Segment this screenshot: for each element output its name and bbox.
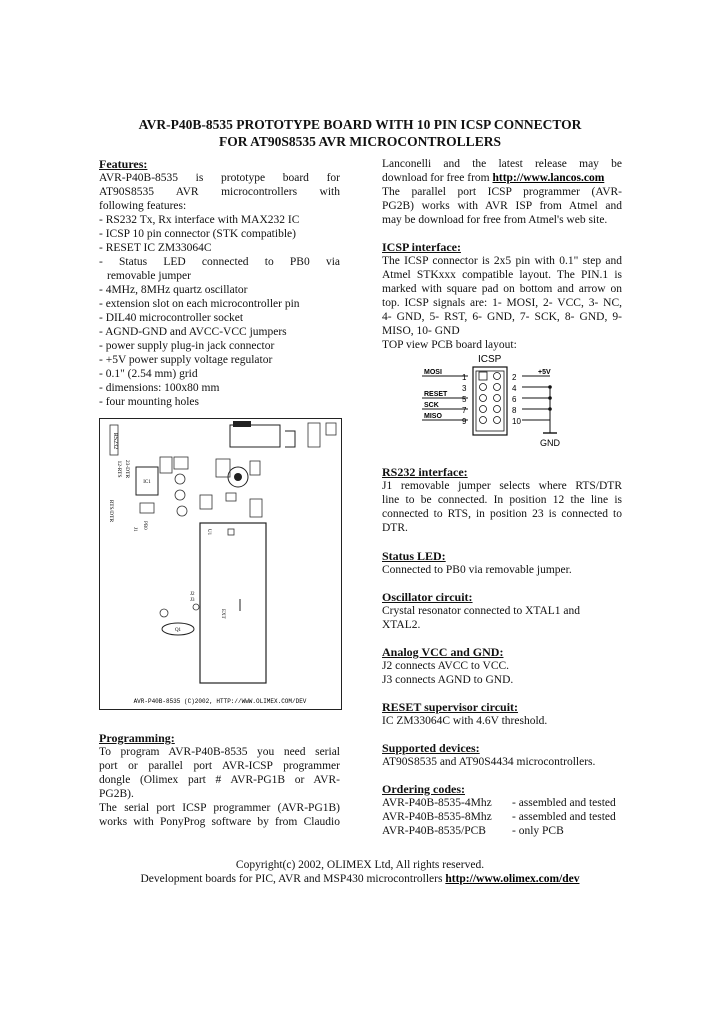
programming-line: The serial port ICSP programmer (AVR-PG1B) (99, 802, 340, 814)
reset-heading: RESET supervisor circuit: (382, 700, 519, 714)
features-list (99, 213, 340, 409)
pin-7: 7 (462, 406, 467, 415)
features-intro-2: AT90S8535 AVR microcontrollers with (99, 186, 340, 198)
feature-item: - Status LED connected to PB0 via (99, 256, 340, 268)
ordering-code: AVR-P40B-8535-8Mhz (382, 811, 492, 823)
reset-text: IC ZM33064C with 4.6V threshold. (382, 715, 548, 727)
pg2b-line-1: The parallel port ICSP programmer (AVR- (382, 186, 622, 198)
q1-label: Q1 (174, 628, 182, 633)
programming-section (99, 731, 340, 829)
rts-dtr-label: RTS/DTR (108, 499, 114, 523)
programming-line: PG2B). (99, 788, 134, 800)
jumper-23-label: 23-DTR (124, 459, 130, 479)
dil40-socket-shape (200, 523, 266, 683)
signal-miso: MISO (424, 413, 442, 420)
rs232-line: J1 removable jumper selects where RTS/DTR (382, 480, 622, 492)
icsp-diagram-title: ICSP (478, 354, 502, 365)
feature-item: - four mounting holes (99, 396, 199, 408)
signal-reset: RESET (424, 391, 448, 398)
jumper-12-label: 12-RTS (116, 460, 122, 478)
olimex-dev-link[interactable]: http://www.olimex.com/dev (445, 873, 580, 885)
pcb-layout-drawing (99, 418, 342, 710)
ic1-label: IC1 (143, 480, 151, 485)
feature-item: - ICSP 10 pin connector (STK compatible) (99, 228, 296, 240)
feature-item: - RESET IC ZM33064C (99, 242, 212, 254)
pb0-label: PB0 (142, 521, 147, 530)
features-section (99, 157, 340, 409)
ordering-row (382, 810, 622, 824)
icsp-line: top. ICSP signals are: 1- MOSI, 2- VCC, 3- NC, (382, 297, 622, 309)
feature-item: - 0.1" (2.54 mm) grid (99, 368, 198, 380)
lancos-line-2: download for free from http://www.lancos.com (382, 172, 605, 184)
status-led-heading: Status LED: (382, 549, 446, 563)
u1-label: U1 (206, 529, 211, 536)
rs232-line: DTR. (382, 522, 408, 534)
supported-text: AT90S8535 and AT90S4434 microcontrollers. (382, 756, 596, 768)
feature-item: - power supply plug-in jack connector (99, 340, 275, 352)
right-column (382, 157, 622, 352)
status-led-text: Connected to PB0 via removable jumper. (382, 564, 572, 576)
pin-2: 2 (512, 373, 517, 382)
ordering-desc: - assembled and tested (512, 811, 616, 823)
lancos-line-1: Lanconelli and the latest release may be (382, 158, 622, 170)
signal-sck: SCK (424, 402, 439, 409)
feature-item: - dimensions: 100x80 mm (99, 382, 220, 394)
pcb-footer-label: AVR-P40B-8535 (C)2002, HTTP://WWW.OLIMEX.COM/DEV (133, 698, 307, 705)
page-footer (0, 858, 720, 886)
features-intro-1: AVR-P40B-8535 is prototype board for (99, 172, 340, 184)
pin-10: 10 (512, 417, 521, 426)
feature-item: - DIL40 microcontroller socket (99, 312, 244, 324)
rs232-heading: RS232 interface: (382, 465, 468, 479)
j1-label: J1 (132, 527, 137, 532)
copyright-text: Copyright(c) 2002, OLIMEX Ltd, All rights reserved. (235, 859, 485, 871)
pg2b-line-3: may be download for free from Atmel's web site. (382, 214, 608, 226)
ordering-code: AVR-P40B-8535/PCB (382, 825, 486, 837)
ordering-desc: - assembled and tested (512, 797, 616, 809)
icsp-layout-caption: TOP view PCB board layout: (382, 339, 517, 351)
pin-5: 5 (462, 395, 467, 404)
title-line-2: FOR AT90S8535 AVR MICROCONTROLLERS (219, 134, 501, 149)
icsp-line: Atmel STKxxx compatible layout. The PIN.1 is (382, 269, 622, 281)
pin-8: 8 (512, 406, 517, 415)
right-column-lower (382, 465, 622, 838)
analog-line-2: J3 connects AGND to GND. (382, 674, 514, 686)
feature-item: removable jumper (107, 270, 191, 282)
icsp-row-3 (422, 391, 550, 404)
icsp-row-2 (462, 384, 550, 394)
feature-item: - extension slot on each microcontroller pin (99, 298, 300, 310)
ordering-heading: Ordering codes: (382, 782, 465, 796)
ordering-code: AVR-P40B-8535-4Mhz (382, 797, 492, 809)
pin-3: 3 (462, 384, 467, 393)
pin-1: 1 (462, 373, 467, 382)
feature-item: - RS232 Tx, Rx interface with MAX232 IC (99, 214, 300, 226)
j3-label: J3 (190, 598, 195, 603)
icsp-connector-diagram (418, 351, 578, 451)
lancos-link[interactable]: http://www.lancos.com (492, 172, 605, 184)
features-intro-3: following features: (99, 200, 187, 212)
ordering-desc: - only PCB (512, 825, 564, 837)
document-title (0, 116, 720, 150)
j2-label: J2 (190, 592, 195, 597)
programming-line: port or parallel port AVR-ICSP programmer (99, 760, 340, 772)
programming-line: dongle (Olimex part # AVR-PG1B or AVR- (99, 774, 340, 786)
pcb-layout-svg (100, 419, 341, 709)
features-heading: Features: (99, 157, 148, 171)
icsp-line: MISO, 10- GND (382, 325, 460, 337)
gnd-label: GND (540, 438, 560, 448)
oscillator-line-1: Crystal resonator connected to XTAL1 and (382, 605, 581, 617)
vcc-label: +5V (538, 369, 551, 376)
pin-4: 4 (512, 384, 517, 393)
icsp-diagram-svg (418, 351, 578, 451)
regulator-shape (285, 431, 295, 447)
supported-heading: Supported devices: (382, 741, 480, 755)
ordering-row (382, 824, 622, 838)
pin-6: 6 (512, 395, 517, 404)
ordering-row (382, 796, 622, 810)
oscillator-heading: Oscillator circuit: (382, 590, 473, 604)
rs232-line: line to be connected. In position 12 the line is (382, 494, 622, 506)
feature-item: - 4MHz, 8MHz quartz oscillator (99, 284, 248, 296)
programming-line: works with PonyProg software by from Claudio (99, 816, 340, 828)
icsp-line: The ICSP connector is 2x5 pin with 0.1" step and (382, 255, 622, 267)
rs232-line: connected to RTS, in position 23 is connected to (382, 508, 622, 520)
title-line-1: AVR-P40B-8535 PROTOTYPE BOARD WITH 10 PIN ICSP CONNECTOR (138, 117, 582, 132)
icsp-row-5 (422, 413, 550, 426)
programming-line: To program AVR-P40B-8535 you need serial (99, 746, 340, 758)
rs232-label: RS232 (112, 432, 118, 450)
pin-9: 9 (462, 417, 467, 426)
power-jack-shape (230, 425, 280, 447)
pg2b-line-2: PG2B) works with AVR ISP from Atmel and (382, 200, 622, 212)
feature-item: - AGND-GND and AVCC-VCC jumpers (99, 326, 287, 338)
feature-item: - +5V power supply voltage regulator (99, 354, 273, 366)
analog-heading: Analog VCC and GND: (382, 645, 504, 659)
ext-label: EXT (220, 609, 225, 619)
icsp-heading: ICSP interface: (382, 240, 461, 254)
power-jack-tab (233, 421, 251, 427)
icsp-line: 4- GND, 5- RST, 6- GND, 7- SCK, 8- GND, 9- (382, 311, 622, 323)
icsp-line: marked with square pad on bottom and arrow on (382, 283, 622, 295)
icsp-header-outline (473, 367, 507, 435)
oscillator-line-2: XTAL2. (382, 619, 421, 631)
dev-boards-line: Development boards for PIC, AVR and MSP430 microcontrollers http://www.olimex.com/dev (140, 873, 580, 885)
programming-heading: Programming: (99, 731, 175, 745)
analog-line-1: J2 connects AVCC to VCC. (382, 660, 510, 672)
signal-mosi: MOSI (424, 369, 442, 376)
